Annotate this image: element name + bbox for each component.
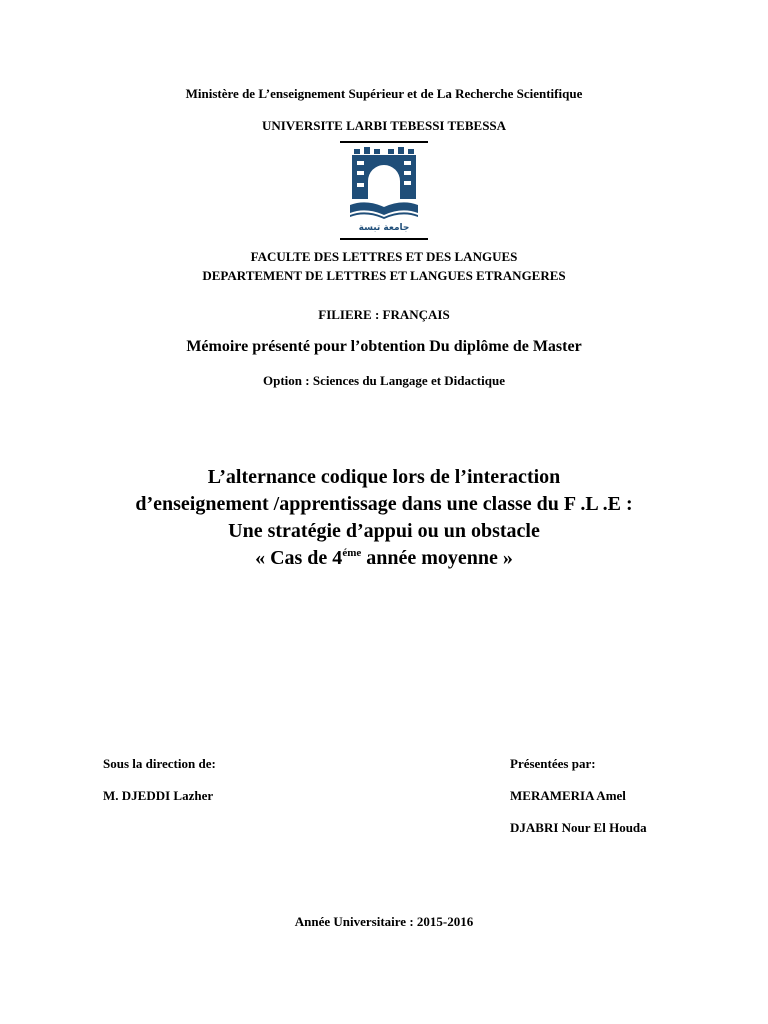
thesis-title	[0, 464, 768, 572]
student-name-1: MERAMERIA Amel	[510, 788, 626, 803]
supervision-label: Sous la direction de:	[103, 756, 216, 771]
ministry-line: Ministère de L’enseignement Supérieur et de La Recherche Scientifique	[185, 86, 583, 101]
case-prefix: « Cas de 4	[255, 547, 343, 569]
ordinal-superscript: éme	[342, 547, 362, 559]
department-name: DEPARTEMENT DE LETTRES ET LANGUES ETRANGERES	[202, 268, 566, 283]
thesis-title-line-2: d’enseignement /apprentissage dans une classe du F .L .E :	[135, 493, 633, 515]
top-rule	[340, 141, 428, 143]
filiere-line: FILIERE : FRANÇAIS	[318, 307, 450, 322]
presented-by-label: Présentées par:	[510, 756, 596, 771]
thesis-title-line-4	[0, 545, 768, 572]
thesis-title-line-3: Une stratégie d’appui ou un obstacle	[228, 520, 540, 542]
bottom-rule	[340, 238, 428, 240]
university-emblem-icon	[346, 147, 422, 233]
logo-caption: جامعة تبسة	[358, 223, 410, 233]
faculty-name: FACULTE DES LETTRES ET DES LANGUES	[250, 249, 518, 264]
academic-year: Année Universitaire : 2015-2016	[294, 914, 474, 929]
case-suffix: année moyenne »	[361, 547, 513, 569]
memoire-statement: Mémoire présenté pour l’obtention Du diplôme de Master	[186, 338, 582, 355]
university-name: UNIVERSITE LARBI TEBESSI TEBESSA	[261, 118, 507, 133]
supervisor-name: M. DJEDDI Lazher	[103, 788, 214, 803]
thesis-title-line-1: L’alternance codique lors de l’interaction	[207, 466, 561, 488]
option-line: Option : Sciences du Langage et Didactique	[263, 373, 505, 388]
student-name-2: DJABRI Nour El Houda	[510, 820, 647, 835]
